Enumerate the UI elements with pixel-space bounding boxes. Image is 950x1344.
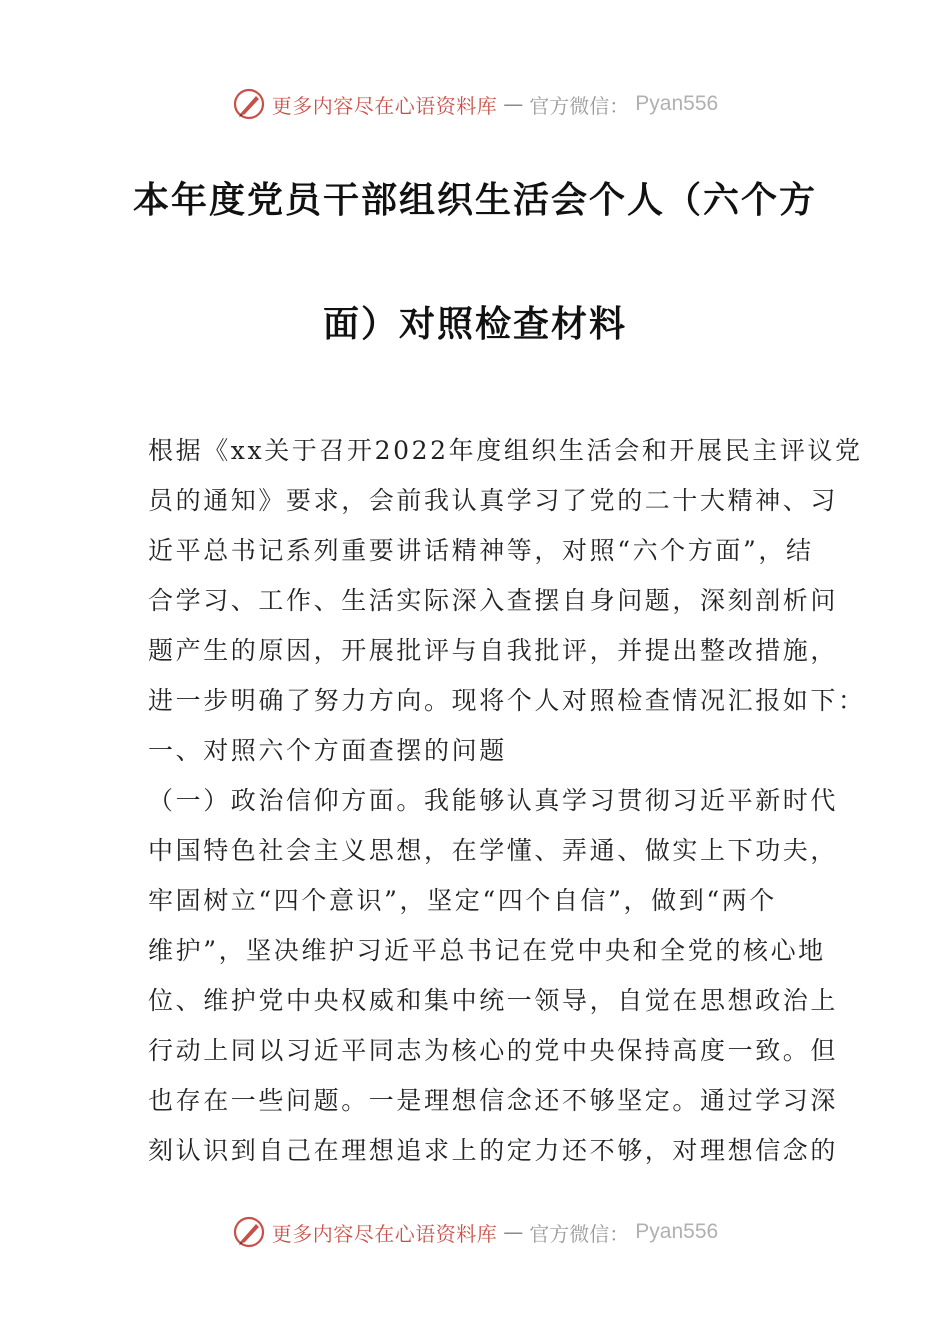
watermark-wechat-label: 官方微信：: [529, 93, 630, 118]
body-line: 也存在一些问题。一是理想信念还不够坚定。通过学习深: [148, 1086, 839, 1115]
body-line: 员的通知》要求，会前我认真学习了党的二十大精神、习: [148, 486, 839, 515]
body-line: 合学习、工作、生活实际深入查摆自身问题，深刻剖析问: [148, 586, 839, 615]
section-heading: 一、对照六个方面查摆的问题: [148, 736, 507, 765]
header-watermark: [0, 84, 950, 124]
body-line: 行动上同以习近平同志为核心的党中央保持高度一致。但: [148, 1036, 839, 1065]
pen-logo-icon: [232, 1215, 266, 1249]
body-line: （一）政治信仰方面。我能够认真学习贯彻习近平新时代: [148, 786, 839, 815]
document-title-line-1: 本年度党员干部组织生活会个人（六个方: [132, 180, 817, 221]
body-line: 位、维护党中央权威和集中统一领导，自觉在思想政治上: [148, 986, 839, 1015]
body-line: 中国特色社会主义思想，在学懂、弄通、做实上下功夫，: [148, 836, 839, 865]
pen-logo-icon: [232, 87, 266, 121]
watermark-wechat-id: Pyan556: [635, 1220, 719, 1243]
body-line: 进一步明确了努力方向。现将个人对照检查情况汇报如下：: [148, 686, 866, 715]
body-line: 刻认识到自己在理想追求上的定力还不够，对理想信念的: [148, 1136, 839, 1165]
footer-watermark: [0, 1212, 950, 1252]
document-body: [148, 426, 866, 1176]
body-line: 根据《xx关于召开2022年度组织生活会和开展民主评议党: [148, 436, 863, 465]
document-title-line-2: 面）对照检查材料: [322, 304, 627, 345]
watermark-wechat-id: Pyan556: [635, 92, 719, 115]
body-line: 近平总书记系列重要讲话精神等，对照“六个方面”，结: [148, 536, 814, 565]
watermark-separator: —: [503, 1220, 524, 1244]
watermark-text: 更多内容尽在心语资料库: [271, 1221, 498, 1246]
body-line: 题产生的原因，开展批评与自我批评，并提出整改措施，: [148, 636, 839, 665]
watermark-wechat-label: 官方微信：: [529, 1221, 630, 1246]
body-line: 牢固树立“四个意识”，坚定“四个自信”，做到“两个: [148, 886, 777, 915]
watermark-text: 更多内容尽在心语资料库: [271, 93, 498, 118]
watermark-separator: —: [503, 92, 524, 116]
body-line: 维护”，坚决维护习近平总书记在党中央和全党的核心地: [148, 936, 826, 965]
